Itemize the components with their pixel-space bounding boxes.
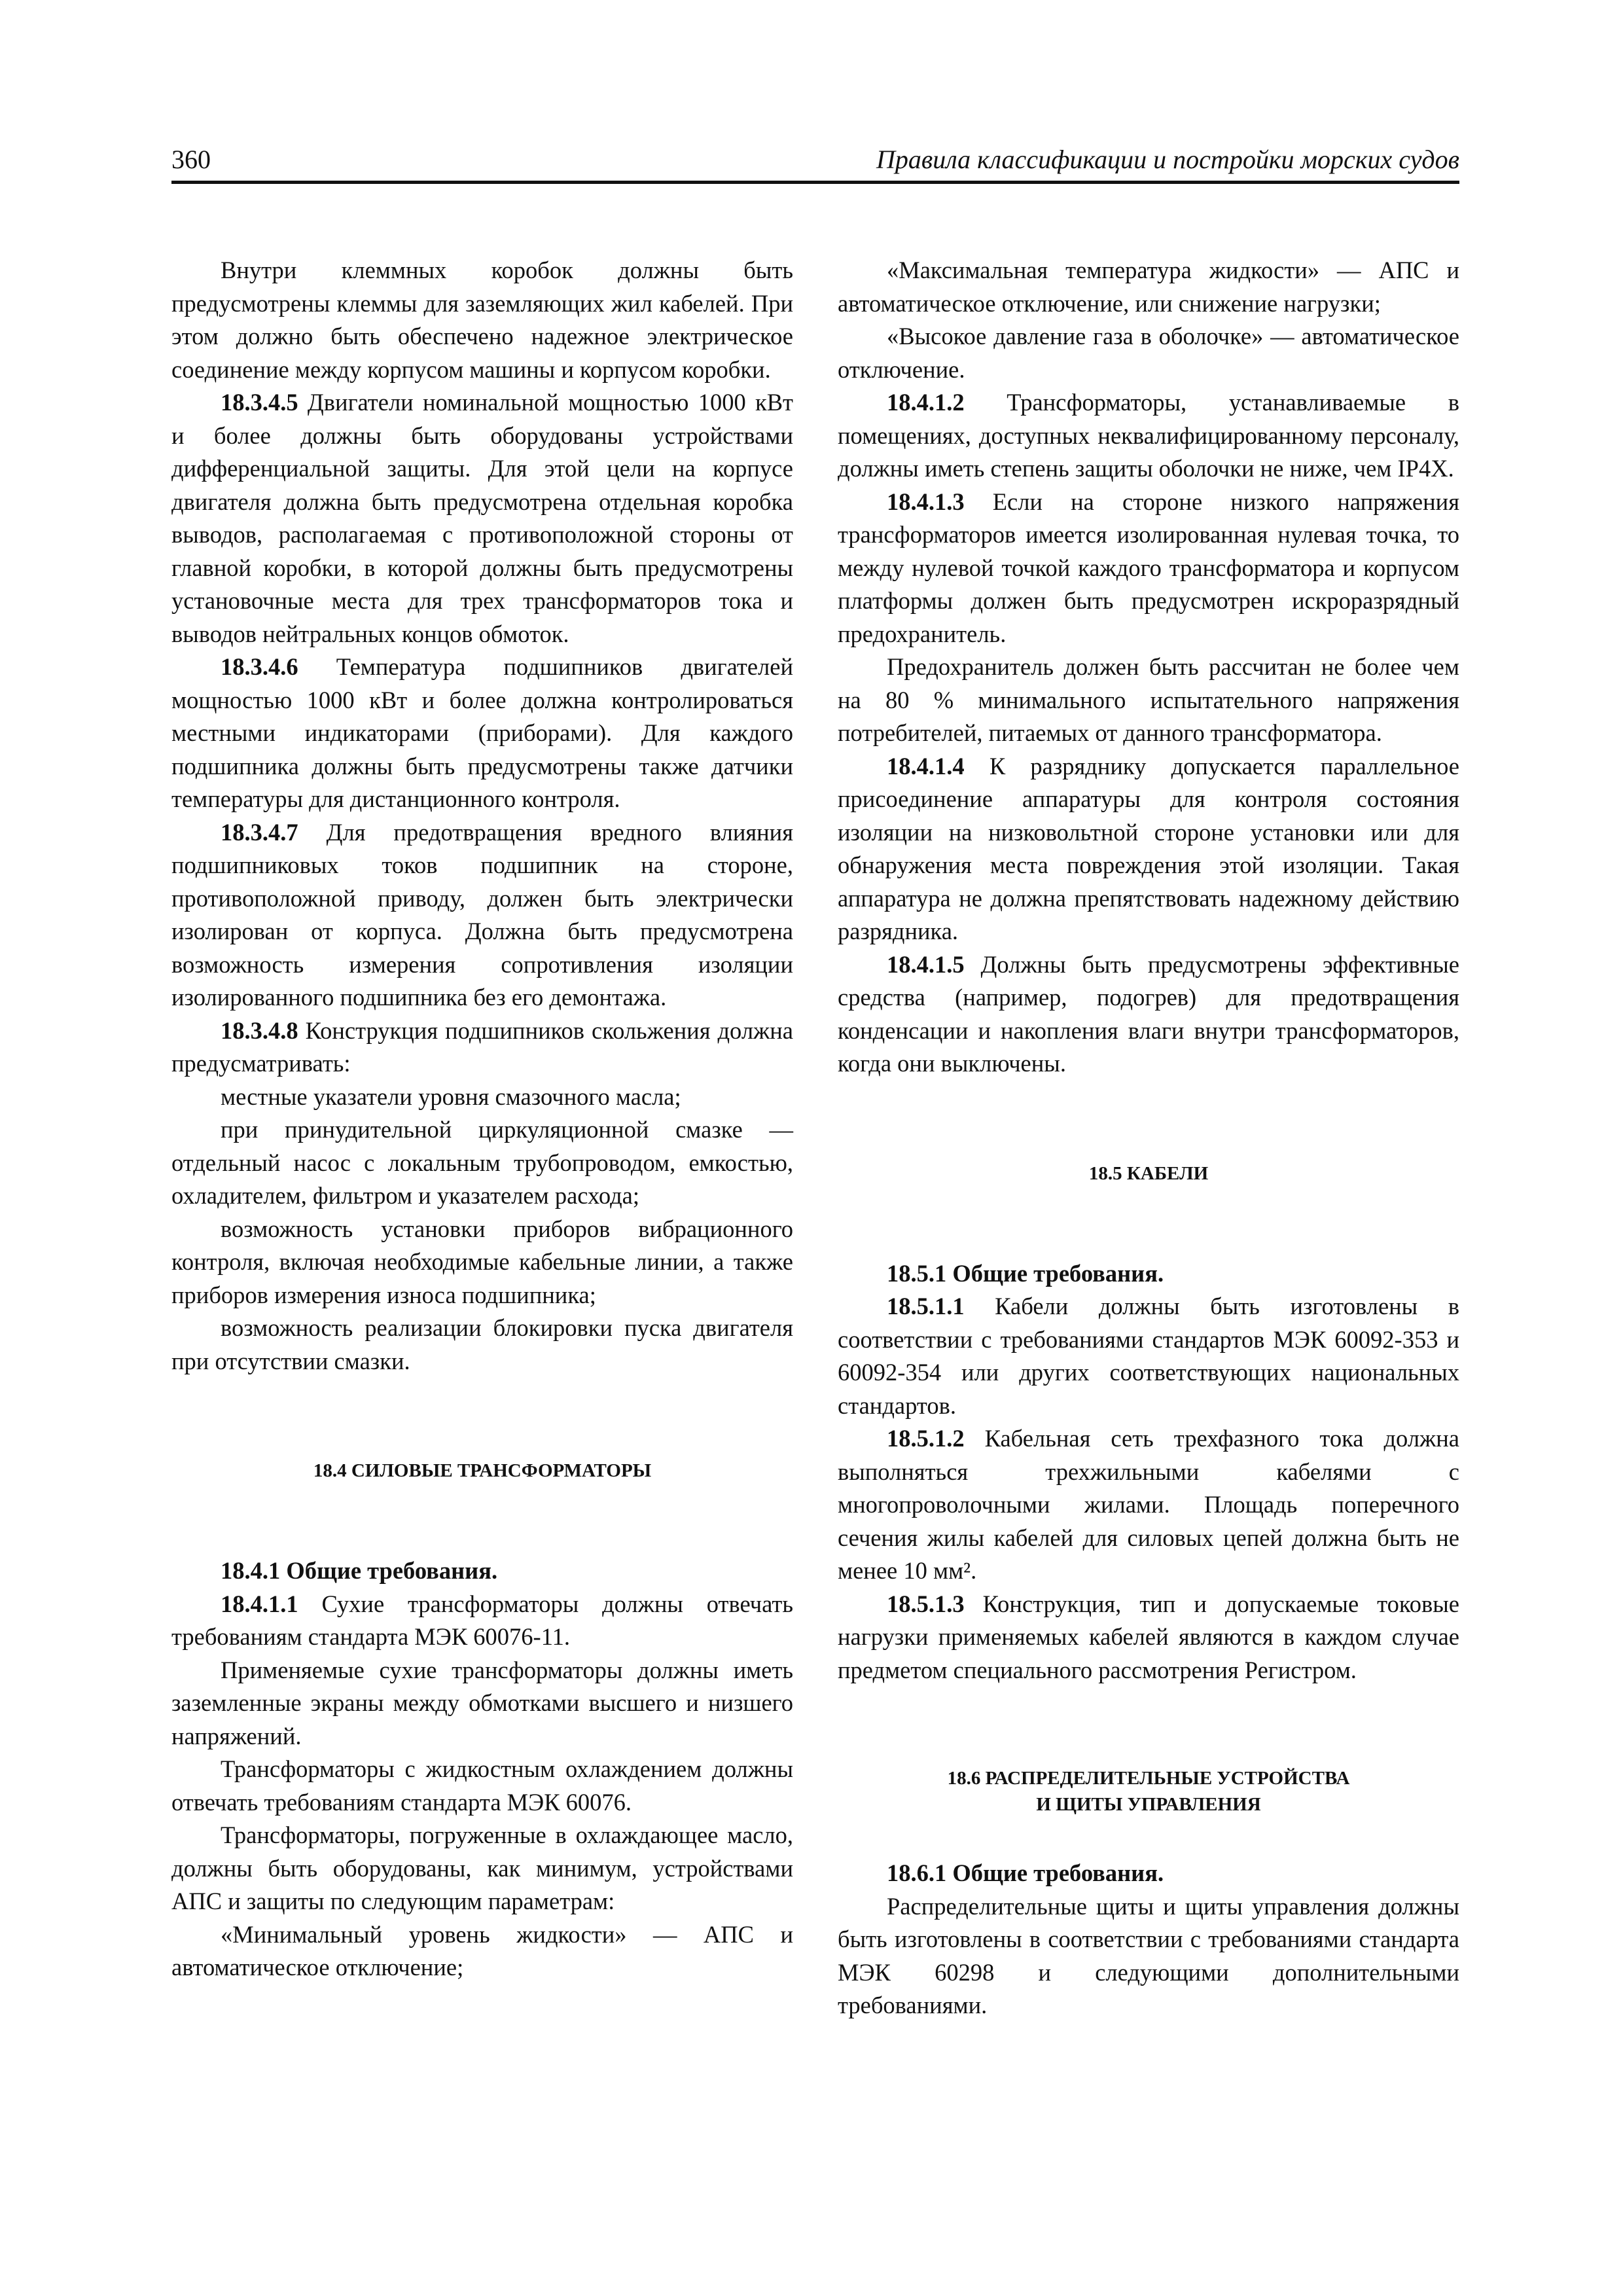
paragraph <box>171 816 793 1014</box>
paragraph: Распределительные щиты и щиты управления должны быть изготовлены в соответствии с требованиями стандарта МЭК 60298 и следующими дополнительными требованиями. <box>838 1892 1459 2018</box>
clause-text: К разряднику допускается параллельное присоединение аппаратуры для контроля состояния изоляции на низковольтной стороне установки или для обнаружения места повреждения этой изоляции. Такая аппаратура не должна препятствовать надежному действию разрядника. <box>838 752 1459 944</box>
section-heading-18-5: 18.5 КАБЕЛИ <box>1088 1162 1209 1184</box>
clause-number: 18.5.1.2 <box>887 1425 965 1452</box>
clause-text: Если на стороне низкого напряжения трансформаторов имеется изолированная нулевая точка, то между нулевой точкой каждого трансформатора и корпусом платформы должен быть предусмотрен искроразрядный предохранитель. <box>838 488 1459 647</box>
clause-text: Конструкция подшипников скольжения должна предусматривать: <box>171 1016 793 1077</box>
paragraph <box>171 386 793 651</box>
section-heading-18-4: 18.4 СИЛОВЫЕ ТРАНСФОРМАТОРЫ <box>313 1460 652 1481</box>
list-item: местные указатели уровня смазочного масла; <box>221 1083 681 1110</box>
paragraph <box>171 1588 793 1654</box>
paragraph <box>838 1422 1459 1588</box>
clause-number: 18.4.1.3 <box>887 488 965 515</box>
page-number: 360 <box>171 145 211 174</box>
clause-text: Кабели должны быть изготовлены в соответствии с требованиями стандартов МЭК 60092-353 и 60092-354 или других соответствующих национальных стандартов. <box>838 1293 1459 1419</box>
section-heading-18-6-line1: 18.6 РАСПРЕДЕЛИТЕЛЬНЫЕ УСТРОЙСТВА <box>947 1768 1350 1789</box>
page-header <box>171 141 1459 184</box>
list-item: возможность установки приборов вибрационного контроля, включая необходимые кабельные линии, а также приборов измерения износа подшипника; <box>171 1215 793 1308</box>
paragraph: Внутри клеммных коробок должны быть предусмотрены клеммы для заземляющих жил кабелей. При этом должно быть обеспечено надежное электрическое соединение между корпусом машины и корпусом коробки. <box>171 257 793 383</box>
paragraph <box>838 1290 1459 1422</box>
clause-number: 18.4.1.2 <box>887 389 965 416</box>
paragraph: Трансформаторы, погруженные в охлаждающее масло, должны быть оборудованы, как минимум, устройствами АПС и защиты по следующим параметрам: <box>171 1821 793 1914</box>
clause-text: Кабельная сеть трехфазного тока должна выполняться трехжильными кабелями с многопроволочными жилами. Площадь поперечного сечения жилы кабелей для силовых цепей должна быть не менее 10 мм² <box>838 1425 1459 1584</box>
clause-text: Сухие трансформаторы должны отвечать требованиям стандарта МЭК 60076-11. <box>171 1590 793 1650</box>
paragraph: Трансформаторы с жидкостным охлаждением должны отвечать требованиям стандарта МЭК 60076. <box>171 1755 793 1816</box>
clause-number: 18.4.1.5 <box>887 950 965 978</box>
paragraph <box>171 651 793 816</box>
clause-number: 18.5.1.3 <box>887 1590 965 1617</box>
clause-number: 18.4.1.1 <box>221 1590 298 1617</box>
paragraph: «Минимальный уровень жидкости» — АПС и автоматическое отключение; <box>171 1920 793 1981</box>
clause-text: Температура подшипников двигателей мощностью 1000 кВт и более должна контролироваться местными индикаторами (приборами). Для каждого подшипника должны быть предусмотрены также датчики температуры для дистанционного контроля. <box>171 653 793 812</box>
clause-text: Для предотвращения вредного влияния подшипниковых токов подшипник на стороне, противоположной приводу, должен быть электрически изолирован от корпуса. Должна быть предусмотрена возможность измерения сопротивления изоляции изолированного подшипника без его демонтажа. <box>171 818 793 1011</box>
subsection-heading: 18.5.1 Общие требования. <box>887 1259 1164 1287</box>
section-heading-18-6-line2: И ЩИТЫ УПРАВЛЕНИЯ <box>1036 1794 1261 1815</box>
paragraph <box>838 750 1459 948</box>
subsection-heading: 18.6.1 Общие требования. <box>887 1859 1164 1886</box>
clause-text-end: . <box>971 1557 977 1584</box>
clause-number: 18.3.4.7 <box>221 818 298 846</box>
paragraph: Предохранитель должен быть рассчитан не более чем на 80 % минимального испытательного напряжения потребителей, питаемых от данного трансформатора. <box>838 653 1459 746</box>
paragraph <box>171 1014 793 1081</box>
clause-number: 18.4.1.4 <box>887 752 965 780</box>
list-item: при принудительной циркуляционной смазке — отдельный насос с локальным трубопроводом, емкостью, охладителем, фильтром и указателем расхода; <box>171 1116 793 1209</box>
clause-number: 18.3.4.8 <box>221 1016 298 1044</box>
paragraph <box>838 1588 1459 1687</box>
clause-text: Трансформаторы, устанавливаемые в помещениях, доступных неквалифицированному персоналу, должны иметь степень защиты оболочки не ниже, чем IP4X. <box>838 389 1459 482</box>
clause-number: 18.5.1.1 <box>887 1293 965 1319</box>
clause-number: 18.3.4.5 <box>221 389 298 416</box>
clause-text: Двигатели номинальной мощностью 1000 кВт и более должны быть оборудованы устройствами дифференциальной защиты. Для этой цели на корпусе двигателя должна быть предусмотрена отдельная коробка выводов, располагаемая с противоположной стороны от главной коробки, в которой должны быть предусмотрены установочные места для трех трансформаторов тока и выводов нейтральных концов обмоток. <box>171 389 793 647</box>
left-column <box>171 254 793 1984</box>
clause-number: 18.3.4.6 <box>221 653 298 680</box>
paragraph <box>838 486 1459 651</box>
paragraph <box>838 386 1459 486</box>
list-item: возможность реализации блокировки пуска двигателя при отсутствии смазки. <box>171 1314 793 1374</box>
paragraph: Применяемые сухие трансформаторы должны иметь заземленные экраны между обмотками высшего и низшего напряжений. <box>171 1656 793 1749</box>
paragraph: «Максимальная температура жидкости» — АПС и автоматическое отключение, или снижение нагрузки; <box>838 257 1459 317</box>
clause-text: Конструкция, тип и допускаемые токовые нагрузки применяемых кабелей являются в каждом случае предметом специального рассмотрения Регистром. <box>838 1590 1459 1683</box>
paragraph: «Высокое давление газа в оболочке» — автоматическое отключение. <box>838 323 1459 383</box>
clause-text: Должны быть предусмотрены эффективные средства (например, подогрев) для предотвращения конденсации и накопления влаги внутри трансформаторов, когда они выключены. <box>838 950 1459 1077</box>
running-title: Правила классификации и постройки морских судов <box>876 145 1459 174</box>
right-column <box>838 254 1459 2022</box>
paragraph <box>838 948 1459 1081</box>
subsection-heading: 18.4.1 Общие требования. <box>221 1557 498 1584</box>
